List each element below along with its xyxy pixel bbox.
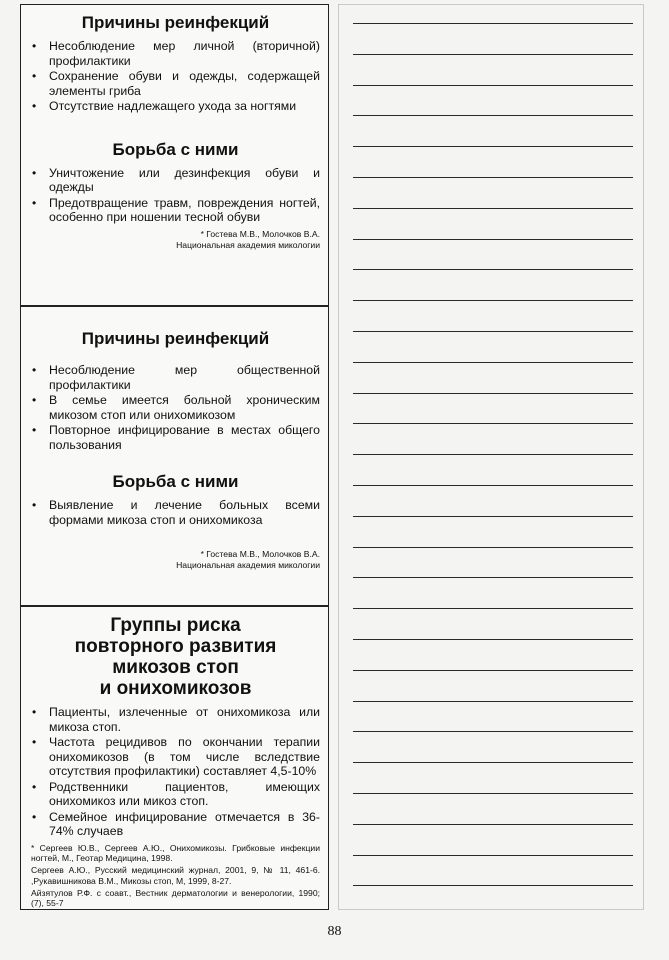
section-subtitle: Борьба с ними [112,472,239,491]
bullet-icon: • [32,393,37,407]
list-item: • Предотвращение травм, повреждения ногтей, особенно при ношении тесной обуви [32,195,320,224]
list-item: • Родственники пациентов, имеющих онихомикоз или микоз стоп. [32,779,320,808]
ruled-line [353,577,633,578]
source-note: * Гостева М.В., Молочков В.А. Национальная академия микологии [176,228,320,250]
references [31,843,320,910]
section-reinfection-public [20,306,329,606]
ruled-line [353,824,633,825]
bullet-icon: • [32,69,37,83]
ruled-line [353,762,633,763]
ruled-line [353,423,633,424]
list-item: • Пациенты, излеченные от онихомикоза или микоза стоп. [32,705,320,734]
section-title: Причины реинфекций [81,329,270,348]
ruled-line [353,701,633,702]
list-item: • Выявление и лечение больных всеми формами микоза стоп и онихомикоза [32,498,320,527]
bullet-icon: • [32,498,37,512]
reference-item: Сергеев А.Ю., Русский медицинский журнал, 2001, 9, № 11, 461-6. ,Рукавишникова В.М., Микозы стоп, М, 1999, 8-27. [31,865,320,886]
bullet-icon: • [32,363,37,377]
ruled-line [353,885,633,886]
ruled-line [353,855,633,856]
source-note: * Гостева М.В., Молочков В.А. Национальная академия микологии [176,549,320,570]
bullet-icon: • [32,705,37,719]
ruled-line [353,608,633,609]
list-item: • Отсутствие надлежащего ухода за ногтями [32,99,297,113]
measures-list [31,498,320,527]
list-item: • Повторное инфицирование в местах общего пользования [32,423,320,452]
risk-list [31,705,320,839]
section-title: Группы риска повторного развития микозов стоп и онихомикозов [74,615,277,699]
reference-item: * Сергеев Ю.В., Сергеев А.Ю., Онихомикозы. Грибковые инфекции ногтей, М., Геотар Медицина, 1998. [31,842,320,864]
ruled-line [353,331,633,332]
reference-item: Айзятулов Р.Ф. с соавт., Вестник дерматологии и венерологии, 1990; (7), 55-7 [31,887,320,909]
list-item: • Уничтожение или дезинфекция обуви и одежды [32,165,320,194]
bullet-icon: • [32,39,37,53]
ruled-line [353,146,633,147]
list-item: • В семье имеется больной хроническим микозом стоп или онихомикозом [32,393,320,422]
ruled-line [353,362,633,363]
ruled-line [353,516,633,517]
list-item: • Семейное инфицирование отмечается в 36-74% случаев [32,809,320,838]
bullet-icon: • [32,165,37,180]
section-title: Причины реинфекций [81,13,270,32]
bullet-icon: • [32,423,37,437]
ruled-line [353,731,633,732]
bullet-icon: • [32,809,37,824]
ruled-line [353,115,633,116]
list-item: • Сохранение обуви и одежды, содержащей элементы гриба [32,69,320,98]
ruled-line [353,239,633,240]
section-reinfection-personal [20,4,329,306]
ruled-line [353,639,633,640]
ruled-line [353,300,633,301]
bullet-icon: • [32,735,37,749]
section-subtitle: Борьба с ними [112,139,239,159]
list-item: • Частота рецидивов по окончании терапии онихомикозов (в том числе вследствие отсутствия профилактики) составляет 4,5-10% [32,735,320,778]
ruled-line [353,670,633,671]
ruled-line [353,269,633,270]
ruled-line [353,547,633,548]
bullet-icon: • [32,779,37,794]
bullet-icon: • [32,99,37,113]
ruled-line [353,454,633,455]
causes-list [31,39,320,114]
section-risk-groups [20,606,329,910]
measures-list [31,166,320,225]
ruled-line [353,23,633,24]
list-item: • Несоблюдение мер личной (вторичной) профилактики [32,39,320,68]
ruled-line [353,208,633,209]
bullet-icon: • [32,195,37,210]
list-item: • Несоблюдение мер общественной профилактики [32,363,320,392]
ruled-line [353,177,633,178]
ruled-line [353,393,633,394]
page-number: 88 [327,924,342,939]
causes-list [31,363,320,452]
ruled-line [353,54,633,55]
ruled-line [353,793,633,794]
ruled-line [353,485,633,486]
notes-lined-area [338,4,644,910]
ruled-line [353,85,633,86]
